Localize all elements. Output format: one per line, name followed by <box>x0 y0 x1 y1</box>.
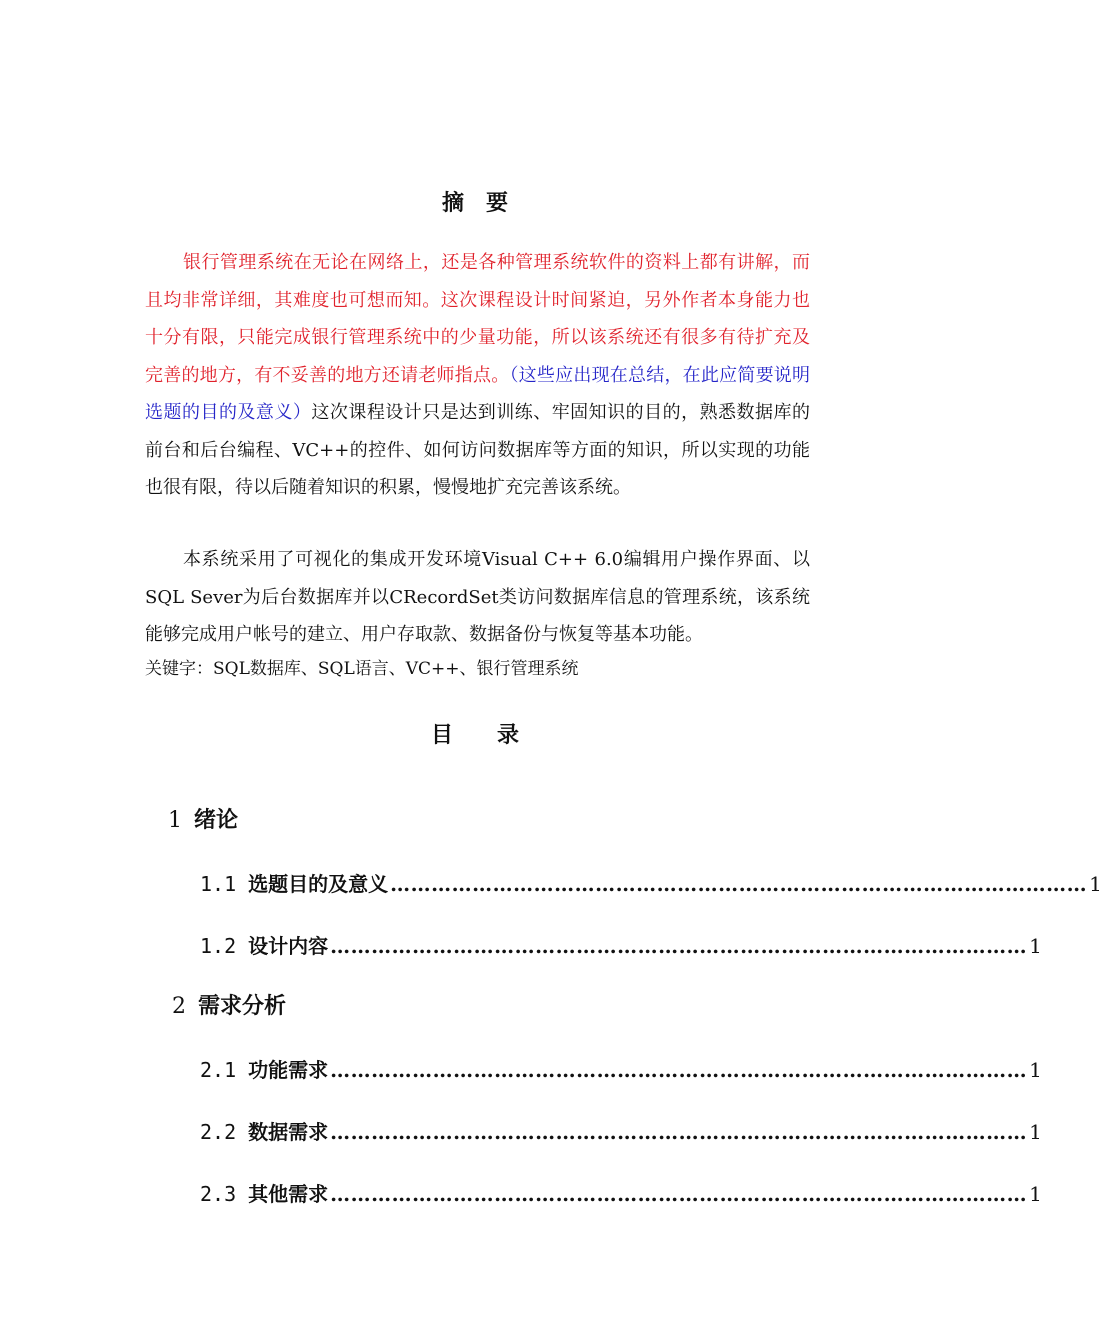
toc-dot-leader: ………………………………………………………………………………………… <box>330 934 1028 958</box>
toc-dot-leader: ………………………………………………………………………………………… <box>390 872 1088 896</box>
toc-dot-leader: ………………………………………………………………………………………… <box>330 1120 1028 1144</box>
toc-entry-title: 功能需求 <box>248 1058 329 1082</box>
abstract-title-char-2: 要 <box>486 191 509 216</box>
keywords-line: 关键字：SQL数据库、SQL语言、VC++、银行管理系统 <box>145 659 579 679</box>
toc-chapter-title: 需求分析 <box>198 994 287 1019</box>
toc-title-char-1: 目 <box>430 723 453 748</box>
toc-entry-1-2[interactable] <box>200 931 1042 961</box>
toc-page-number: 1 <box>1029 1058 1042 1082</box>
abstract-paragraph-1 <box>145 244 810 507</box>
toc-entry-2-1[interactable] <box>200 1055 1042 1085</box>
toc-entry-number: 1.1 <box>200 872 237 896</box>
abstract-black-text: 这次课程设计只是达到训练、牢固知识的目的，熟悉数据库的前台和后台编程、VC++的控件、如何访问数据库等方面的知识，所以实现的功能也很有限，待以后随着知识的积累，慢慢地扩充完善该系统。 <box>145 402 811 498</box>
abstract-title <box>0 186 950 217</box>
abstract-blue-note: （这些应出现在总结，在此应简要说明选题的目的及意义） <box>145 364 811 423</box>
toc-chapter-title: 绪论 <box>194 808 239 833</box>
toc-chapter-number: 1 <box>168 808 182 833</box>
abstract-title-char-1: 摘 <box>441 191 464 216</box>
toc-page-number: 1 <box>1029 1182 1042 1206</box>
toc-entry-2-2[interactable] <box>200 1117 1042 1147</box>
toc-title <box>0 718 950 749</box>
toc-entry-number: 1.2 <box>200 934 237 958</box>
toc-entry-title: 数据需求 <box>248 1120 329 1144</box>
toc-entry-title: 其他需求 <box>248 1182 329 1206</box>
toc-chapter-2[interactable] <box>172 992 286 1022</box>
toc-title-char-2: 录 <box>497 723 520 748</box>
abstract-paragraph-2: 本系统采用了可视化的集成开发环境Visual C++ 6.0编辑用户操作界面、以SQL Sever为后台数据库并以CRecordSet类访问数据库信息的管理系统，该系统能够完成用户帐号的建立、用户存取款、数据备份与恢复等基本功能。 <box>145 549 810 645</box>
toc-dot-leader: ………………………………………………………………………………………… <box>330 1058 1028 1082</box>
toc-entry-title: 设计内容 <box>248 934 329 958</box>
toc-chapter-number: 2 <box>172 994 186 1019</box>
toc-entry-number: 2.3 <box>200 1182 237 1206</box>
toc-entry-1-1[interactable] <box>200 869 1102 899</box>
abstract-red-text: 银行管理系统在无论在网络上，还是各种管理系统软件的资料上都有讲解，而且均非常详细，其难度也可想而知。这次课程设计时间紧迫，另外作者本身能力也十分有限，只能完成银行管理系统中的少量功能，所以该系统还有很多有待扩充及完善的地方，有不妥善的地方还请老师指点。 <box>145 252 810 386</box>
toc-dot-leader: ………………………………………………………………………………………… <box>330 1182 1028 1206</box>
toc-page-number: 1 <box>1029 1120 1042 1144</box>
toc-page-number: 1 <box>1029 934 1042 958</box>
toc-page-number: 1 <box>1089 872 1102 896</box>
toc-entry-number: 2.1 <box>200 1058 237 1082</box>
toc-entry-2-3[interactable] <box>200 1179 1042 1209</box>
toc-chapter-1[interactable] <box>168 806 238 836</box>
toc-entry-number: 2.2 <box>200 1120 237 1144</box>
toc-entry-title: 选题目的及意义 <box>248 872 389 896</box>
